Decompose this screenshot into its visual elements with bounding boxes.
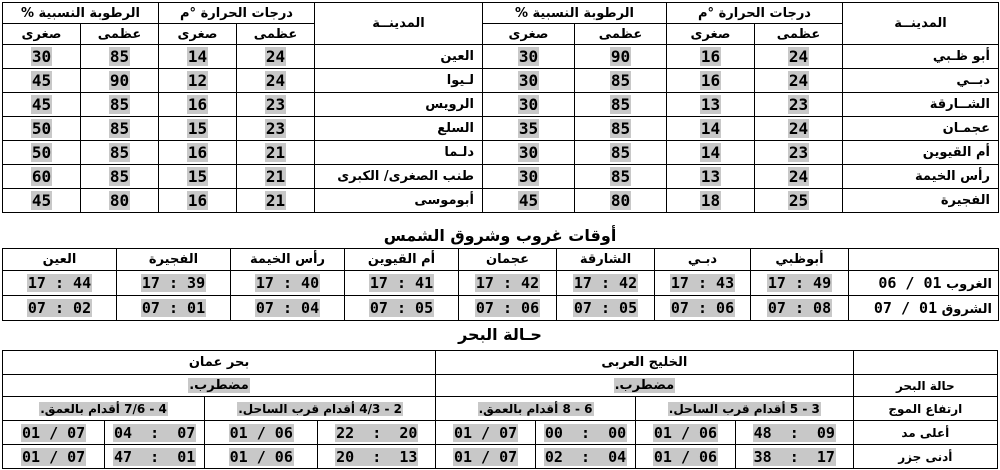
sun-city-header: أم القيوين <box>345 249 459 271</box>
sun-city-header: أبوظبي <box>751 249 849 271</box>
value-cell: 23 <box>755 93 843 117</box>
city-cell: أبو ظـبي <box>843 45 999 69</box>
sunrise-label-cell: الشروق 07 / 01 <box>849 296 999 321</box>
sunrise-time-cell: 07 : 01 <box>117 296 231 321</box>
sea-title: حـالة البحر <box>458 325 542 344</box>
sunrise-time-cell: 07 : 04 <box>231 296 345 321</box>
header-max: عظمى <box>81 24 159 45</box>
value-cell: 24 <box>755 45 843 69</box>
value-cell: 15 <box>159 117 237 141</box>
city-cell: الرويس <box>315 93 483 117</box>
header-city-right: المدينــة <box>843 3 999 45</box>
wave-cell: 3 - 5 أقدام قرب الساحل. <box>636 397 854 421</box>
high-tide-cell: 04 : 07 <box>105 421 205 445</box>
value-cell: 21 <box>237 165 315 189</box>
value-cell: 16 <box>667 45 755 69</box>
value-cell: 85 <box>81 165 159 189</box>
city-cell: الشــارقة <box>843 93 999 117</box>
high-tide-cell: 01 / 07 <box>3 421 105 445</box>
sun-city-header: الفجيرة <box>117 249 231 271</box>
high-tide-label: أعلى مد <box>853 421 997 445</box>
value-cell: 13 <box>667 165 755 189</box>
value-cell: 18 <box>667 189 755 213</box>
oman-header: بحر عمان <box>3 351 436 375</box>
value-cell: 13 <box>667 93 755 117</box>
city-cell: طنب الصغرى/ الكبرى <box>315 165 483 189</box>
header-min: صغرى <box>3 24 81 45</box>
high-tide-cell: 01 / 06 <box>205 421 318 445</box>
high-tide-cell: 22 : 20 <box>318 421 436 445</box>
wave-cell: 2 - 4/3 أقدام قرب الساحل. <box>205 397 436 421</box>
value-cell: 30 <box>3 45 81 69</box>
value-cell: 16 <box>159 141 237 165</box>
value-cell: 85 <box>575 93 667 117</box>
sunset-time-cell: 17 : 49 <box>751 271 849 296</box>
header-max: عظمى <box>575 24 667 45</box>
city-cell: أم القيوين <box>843 141 999 165</box>
header-humidity-right: الرطوبة النسبية % <box>483 3 667 24</box>
header-max: عظمى <box>237 24 315 45</box>
sunset-time-cell: 17 : 39 <box>117 271 231 296</box>
low-tide-label: أدنى جزر <box>853 445 997 469</box>
sunset-label-cell: الغروب 06 / 01 <box>849 271 999 296</box>
wave-cell: 4 - 7/6 أقدام بالعمق. <box>3 397 205 421</box>
sunrise-time-cell: 07 : 06 <box>459 296 557 321</box>
value-cell: 23 <box>237 93 315 117</box>
sun-corner <box>849 249 999 271</box>
sunrise-time-cell: 07 : 05 <box>557 296 655 321</box>
value-cell: 24 <box>237 45 315 69</box>
high-tide-cell: 01 / 07 <box>436 421 536 445</box>
value-cell: 45 <box>3 189 81 213</box>
header-temp-right: درجات الحرارة °م <box>667 3 843 24</box>
sun-city-header: رأس الخيمة <box>231 249 345 271</box>
value-cell: 25 <box>755 189 843 213</box>
value-cell: 14 <box>667 117 755 141</box>
value-cell: 30 <box>483 141 575 165</box>
header-city-left: المدينــة <box>315 3 483 45</box>
sunset-time-cell: 17 : 42 <box>557 271 655 296</box>
sun-city-header: العين <box>3 249 117 271</box>
city-cell: الفجيرة <box>843 189 999 213</box>
wave-cell: 6 - 8 أقدام بالعمق. <box>436 397 636 421</box>
value-cell: 45 <box>3 93 81 117</box>
sunset-time-cell: 17 : 44 <box>3 271 117 296</box>
sunset-time-cell: 17 : 41 <box>345 271 459 296</box>
value-cell: 90 <box>575 45 667 69</box>
value-cell: 24 <box>237 69 315 93</box>
low-tide-cell: 20 : 13 <box>318 445 436 469</box>
value-cell: 14 <box>159 45 237 69</box>
value-cell: 80 <box>81 189 159 213</box>
sunset-time-cell: 17 : 40 <box>231 271 345 296</box>
city-cell: رأس الخيمة <box>843 165 999 189</box>
city-cell: لـيوا <box>315 69 483 93</box>
high-tide-cell: 01 / 06 <box>636 421 736 445</box>
header-max: عظمى <box>755 24 843 45</box>
value-cell: 45 <box>3 69 81 93</box>
high-tide-cell: 48 : 09 <box>735 421 853 445</box>
header-temp-left: درجات الحرارة °م <box>159 3 315 24</box>
low-tide-cell: 01 / 06 <box>205 445 318 469</box>
sea-corner <box>853 351 997 375</box>
sun-city-header: عجمان <box>459 249 557 271</box>
value-cell: 85 <box>81 141 159 165</box>
value-cell: 60 <box>3 165 81 189</box>
low-tide-cell: 01 / 06 <box>636 445 736 469</box>
city-cell: عجمـان <box>843 117 999 141</box>
sunrise-time-cell: 07 : 06 <box>655 296 751 321</box>
value-cell: 16 <box>159 189 237 213</box>
sun-table <box>2 248 999 321</box>
value-cell: 45 <box>483 189 575 213</box>
value-cell: 12 <box>159 69 237 93</box>
header-humidity-left: الرطوبة النسبية % <box>3 3 159 24</box>
value-cell: 24 <box>755 117 843 141</box>
sunset-time-cell: 17 : 42 <box>459 271 557 296</box>
sunrise-time-cell: 07 : 08 <box>751 296 849 321</box>
gulf-header: الخليج العربى <box>436 351 854 375</box>
value-cell: 50 <box>3 117 81 141</box>
city-cell: السلع <box>315 117 483 141</box>
sun-city-header: دبـي <box>655 249 751 271</box>
header-min: صغرى <box>483 24 575 45</box>
value-cell: 50 <box>3 141 81 165</box>
value-cell: 16 <box>159 93 237 117</box>
value-cell: 85 <box>575 165 667 189</box>
low-tide-cell: 01 / 07 <box>3 445 105 469</box>
value-cell: 35 <box>483 117 575 141</box>
value-cell: 30 <box>483 93 575 117</box>
value-cell: 85 <box>81 45 159 69</box>
value-cell: 85 <box>575 69 667 93</box>
value-cell: 15 <box>159 165 237 189</box>
sea-state-label: حالة البحر <box>853 375 997 397</box>
value-cell: 90 <box>81 69 159 93</box>
low-tide-cell: 47 : 01 <box>105 445 205 469</box>
sunrise-time-cell: 07 : 05 <box>345 296 459 321</box>
sunset-time-cell: 17 : 43 <box>655 271 751 296</box>
city-cell: دلـما <box>315 141 483 165</box>
value-cell: 30 <box>483 69 575 93</box>
value-cell: 21 <box>237 189 315 213</box>
sun-title: أوقات غروب وشروق الشمس <box>383 226 617 245</box>
value-cell: 85 <box>575 141 667 165</box>
high-tide-cell: 00 : 00 <box>536 421 636 445</box>
value-cell: 30 <box>483 45 575 69</box>
city-cell: أبوموسى <box>315 189 483 213</box>
value-cell: 14 <box>667 141 755 165</box>
low-tide-cell: 01 / 07 <box>436 445 536 469</box>
value-cell: 24 <box>755 165 843 189</box>
sun-city-header: الشارقة <box>557 249 655 271</box>
value-cell: 80 <box>575 189 667 213</box>
low-tide-cell: 38 : 17 <box>735 445 853 469</box>
city-cell: العين <box>315 45 483 69</box>
city-cell: دبــي <box>843 69 999 93</box>
value-cell: 21 <box>237 141 315 165</box>
header-min: صغرى <box>667 24 755 45</box>
sea-table <box>2 350 998 469</box>
value-cell: 85 <box>575 117 667 141</box>
value-cell: 85 <box>81 117 159 141</box>
value-cell: 30 <box>483 165 575 189</box>
header-min: صغرى <box>159 24 237 45</box>
value-cell: 24 <box>755 69 843 93</box>
value-cell: 85 <box>81 93 159 117</box>
value-cell: 23 <box>237 117 315 141</box>
wave-label: ارتفاع الموج <box>853 397 997 421</box>
low-tide-cell: 02 : 04 <box>536 445 636 469</box>
sunrise-time-cell: 07 : 02 <box>3 296 117 321</box>
value-cell: 16 <box>667 69 755 93</box>
gulf-state: مضطرب. <box>436 375 854 397</box>
weather-table <box>2 2 999 213</box>
value-cell: 23 <box>755 141 843 165</box>
oman-state: مضطرب. <box>3 375 436 397</box>
